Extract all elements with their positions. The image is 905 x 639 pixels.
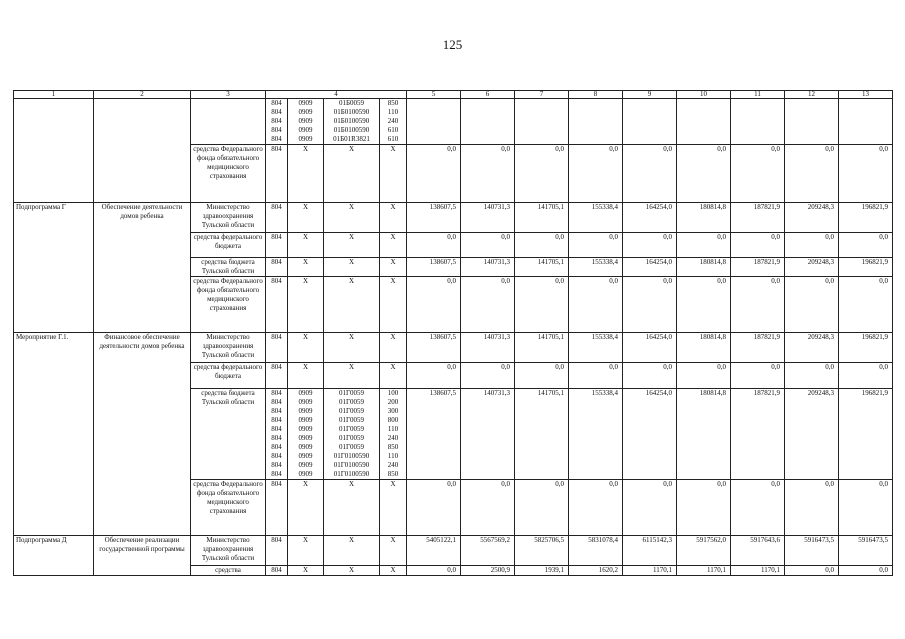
amount-cell: 0,0 <box>515 277 569 333</box>
amount-cell: 5917643,6 <box>731 536 785 566</box>
amount-cell: 5825706,5 <box>515 536 569 566</box>
amount-cell: 209248,3 <box>785 333 839 363</box>
expense-type-cell: X <box>380 145 407 203</box>
funding-source-cell: Министерство здравоохранения Тульской области <box>191 536 266 566</box>
section-code-cell: X <box>288 480 324 536</box>
section-code-cell: X <box>288 566 324 576</box>
amount-cell: 0,0 <box>785 145 839 203</box>
amount-cell: 138607,5 <box>407 333 461 363</box>
amount-cell: 2500,9 <box>461 566 515 576</box>
header-cell: 6 <box>461 91 515 99</box>
amount-cell: 0,0 <box>785 363 839 389</box>
program-description-cell <box>94 233 191 258</box>
program-description-cell: Обеспечение деятельности домов ребенка <box>94 203 191 233</box>
header-row <box>14 91 893 99</box>
grbs-code-cell: 804 804 804 804 804 804 804 804 804 804 <box>266 389 288 480</box>
target-article-cell: 01Б0059 01Б0100590 01Б0100590 01Б0100590 01Б01R3821 <box>324 99 380 145</box>
grbs-code-cell: 804 804 804 804 804 <box>266 99 288 145</box>
amount-cell: 0,0 <box>839 363 893 389</box>
amount-cell: 187821,9 <box>731 258 785 277</box>
amount-cell <box>731 99 785 145</box>
amount-cell <box>407 99 461 145</box>
amount-cell: 0,0 <box>515 480 569 536</box>
amount-cell: 187821,9 <box>731 333 785 363</box>
grbs-code-cell: 804 <box>266 566 288 576</box>
amount-cell <box>461 99 515 145</box>
amount-cell: 0,0 <box>623 363 677 389</box>
grbs-code-cell: 804 <box>266 480 288 536</box>
amount-cell: 0,0 <box>731 480 785 536</box>
grbs-code-cell: 804 <box>266 363 288 389</box>
amount-cell: 155338,4 <box>569 333 623 363</box>
grbs-code-cell: 804 <box>266 333 288 363</box>
program-name-cell: Подпрограмма Г <box>14 203 94 233</box>
amount-cell: 5917562,0 <box>677 536 731 566</box>
section-code-cell: 0909 0909 0909 0909 0909 0909 0909 0909 0909 0909 <box>288 389 324 480</box>
header-cell: 10 <box>677 91 731 99</box>
amount-cell: 141705,1 <box>515 333 569 363</box>
program-name-cell <box>14 277 94 333</box>
amount-cell: 0,0 <box>569 363 623 389</box>
section-code-cell: X <box>288 363 324 389</box>
amount-cell: 209248,3 <box>785 203 839 233</box>
program-description-cell: Обеспечение реализации государственной программы <box>94 536 191 566</box>
expense-type-cell: X <box>380 536 407 566</box>
amount-cell: 164254,0 <box>623 258 677 277</box>
amount-cell <box>515 99 569 145</box>
program-description-cell: Финансовое обеспечение деятельности домов ребенка <box>94 333 191 363</box>
header-cell: 5 <box>407 91 461 99</box>
amount-cell: 196821,9 <box>839 333 893 363</box>
amount-cell: 140731,3 <box>461 203 515 233</box>
amount-cell <box>785 99 839 145</box>
amount-cell: 0,0 <box>407 233 461 258</box>
header-cell: 3 <box>191 91 266 99</box>
amount-cell: 0,0 <box>839 145 893 203</box>
table-row <box>14 333 893 363</box>
amount-cell: 196821,9 <box>839 258 893 277</box>
amount-cell: 209248,3 <box>785 389 839 480</box>
amount-cell: 5916473,5 <box>785 536 839 566</box>
amount-cell: 0,0 <box>839 480 893 536</box>
expense-type-cell: X <box>380 203 407 233</box>
amount-cell: 0,0 <box>407 277 461 333</box>
amount-cell: 0,0 <box>785 480 839 536</box>
amount-cell: 0,0 <box>461 277 515 333</box>
table-row <box>14 258 893 277</box>
amount-cell: 138607,5 <box>407 389 461 480</box>
header-cell: 1 <box>14 91 94 99</box>
funding-source-cell: Министерство здравоохранения Тульской области <box>191 333 266 363</box>
amount-cell: 164254,0 <box>623 203 677 233</box>
section-code-cell: X <box>288 203 324 233</box>
grbs-code-cell: 804 <box>266 258 288 277</box>
program-description-cell <box>94 389 191 480</box>
amount-cell: 1170,1 <box>677 566 731 576</box>
amount-cell: 5405122,1 <box>407 536 461 566</box>
funding-source-cell: средства Федерального фонда обязательного медицинского страхования <box>191 480 266 536</box>
table-row <box>14 536 893 566</box>
program-name-cell <box>14 145 94 203</box>
target-article-cell: X <box>324 258 380 277</box>
amount-cell: 0,0 <box>785 233 839 258</box>
section-code-cell: X <box>288 536 324 566</box>
table-row <box>14 389 893 480</box>
amount-cell: 0,0 <box>839 566 893 576</box>
table-row <box>14 203 893 233</box>
amount-cell: 0,0 <box>785 566 839 576</box>
amount-cell: 1939,1 <box>515 566 569 576</box>
program-description-cell <box>94 480 191 536</box>
expense-type-cell: X <box>380 233 407 258</box>
table-row <box>14 277 893 333</box>
amount-cell: 0,0 <box>569 480 623 536</box>
program-description-cell <box>94 145 191 203</box>
amount-cell: 0,0 <box>515 145 569 203</box>
amount-cell: 0,0 <box>731 277 785 333</box>
target-article-cell: X <box>324 480 380 536</box>
header-cell: 11 <box>731 91 785 99</box>
header-cell: 4 <box>266 91 407 99</box>
header-cell: 8 <box>569 91 623 99</box>
header-cell: 7 <box>515 91 569 99</box>
amount-cell: 180814,8 <box>677 389 731 480</box>
section-code-cell: X <box>288 333 324 363</box>
amount-cell: 0,0 <box>461 145 515 203</box>
amount-cell: 140731,3 <box>461 258 515 277</box>
section-code-cell: X <box>288 258 324 277</box>
amount-cell: 0,0 <box>677 363 731 389</box>
amount-cell: 196821,9 <box>839 389 893 480</box>
amount-cell: 0,0 <box>677 233 731 258</box>
program-description-cell <box>94 258 191 277</box>
amount-cell: 1170,1 <box>731 566 785 576</box>
amount-cell: 0,0 <box>623 480 677 536</box>
funding-source-cell: средства федерального бюджета <box>191 363 266 389</box>
amount-cell <box>839 99 893 145</box>
amount-cell <box>677 99 731 145</box>
program-name-cell: Подпрограмма Д <box>14 536 94 566</box>
program-name-cell <box>14 480 94 536</box>
amount-cell: 0,0 <box>407 145 461 203</box>
table-row <box>14 480 893 536</box>
section-code-cell: 0909 0909 0909 0909 0909 <box>288 99 324 145</box>
grbs-code-cell: 804 <box>266 536 288 566</box>
program-description-cell <box>94 566 191 576</box>
expense-type-cell: 850 110 240 610 610 <box>380 99 407 145</box>
amount-cell: 187821,9 <box>731 389 785 480</box>
table-row <box>14 566 893 576</box>
program-name-cell <box>14 233 94 258</box>
amount-cell: 0,0 <box>461 480 515 536</box>
amount-cell: 0,0 <box>515 233 569 258</box>
amount-cell: 0,0 <box>677 145 731 203</box>
amount-cell: 187821,9 <box>731 203 785 233</box>
program-name-cell <box>14 258 94 277</box>
funding-source-cell: средства бюджета Тульской области <box>191 258 266 277</box>
program-name-cell <box>14 363 94 389</box>
amount-cell: 0,0 <box>677 480 731 536</box>
amount-cell: 5916473,5 <box>839 536 893 566</box>
section-code-cell: X <box>288 277 324 333</box>
target-article-cell: X <box>324 333 380 363</box>
table-row <box>14 99 893 145</box>
amount-cell: 0,0 <box>569 277 623 333</box>
amount-cell: 0,0 <box>407 480 461 536</box>
grbs-code-cell: 804 <box>266 233 288 258</box>
program-name-cell <box>14 566 94 576</box>
target-article-cell: X <box>324 566 380 576</box>
funding-source-cell: Министерство здравоохранения Тульской области <box>191 203 266 233</box>
amount-cell: 0,0 <box>839 277 893 333</box>
amount-cell: 0,0 <box>785 277 839 333</box>
amount-cell: 138607,5 <box>407 203 461 233</box>
amount-cell: 141705,1 <box>515 389 569 480</box>
budget-table <box>13 90 893 576</box>
amount-cell: 0,0 <box>623 145 677 203</box>
amount-cell: 0,0 <box>461 233 515 258</box>
amount-cell: 0,0 <box>515 363 569 389</box>
header-cell: 12 <box>785 91 839 99</box>
target-article-cell: X <box>324 363 380 389</box>
amount-cell: 0,0 <box>407 363 461 389</box>
amount-cell: 6115142,3 <box>623 536 677 566</box>
amount-cell: 0,0 <box>569 145 623 203</box>
amount-cell: 0,0 <box>461 363 515 389</box>
funding-source-cell: средства федерального бюджета <box>191 233 266 258</box>
amount-cell: 0,0 <box>839 233 893 258</box>
expense-type-cell: X <box>380 258 407 277</box>
amount-cell <box>623 99 677 145</box>
expense-type-cell: X <box>380 480 407 536</box>
expense-type-cell: X <box>380 363 407 389</box>
section-code-cell: X <box>288 145 324 203</box>
amount-cell: 155338,4 <box>569 389 623 480</box>
grbs-code-cell: 804 <box>266 203 288 233</box>
amount-cell: 140731,3 <box>461 333 515 363</box>
expense-type-cell: X <box>380 333 407 363</box>
amount-cell: 0,0 <box>731 233 785 258</box>
program-name-cell <box>14 99 94 145</box>
amount-cell: 141705,1 <box>515 203 569 233</box>
program-name-cell: Мероприятие Г.1. <box>14 333 94 363</box>
amount-cell: 209248,3 <box>785 258 839 277</box>
amount-cell: 0,0 <box>677 277 731 333</box>
amount-cell: 0,0 <box>569 233 623 258</box>
amount-cell: 138607,5 <box>407 258 461 277</box>
expense-type-cell: X <box>380 566 407 576</box>
header-cell: 13 <box>839 91 893 99</box>
target-article-cell: X <box>324 145 380 203</box>
program-name-cell <box>14 389 94 480</box>
grbs-code-cell: 804 <box>266 145 288 203</box>
funding-source-cell: средства бюджета Тульской области <box>191 389 266 480</box>
amount-cell: 180814,8 <box>677 333 731 363</box>
page-number: 125 <box>442 37 463 52</box>
amount-cell: 0,0 <box>407 566 461 576</box>
amount-cell: 0,0 <box>623 233 677 258</box>
amount-cell: 0,0 <box>623 277 677 333</box>
target-article-cell: 01Г0059 01Г0059 01Г0059 01Г0059 01Г0059 01Г0059 01Г0059 01Г0100590 01Г0100590 01Г0100590 <box>324 389 380 480</box>
program-description-cell <box>94 99 191 145</box>
amount-cell: 1620,2 <box>569 566 623 576</box>
amount-cell: 180814,8 <box>677 203 731 233</box>
amount-cell: 0,0 <box>731 363 785 389</box>
amount-cell: 0,0 <box>731 145 785 203</box>
target-article-cell: X <box>324 536 380 566</box>
funding-source-cell: средства <box>191 566 266 576</box>
amount-cell: 5567569,2 <box>461 536 515 566</box>
amount-cell: 164254,0 <box>623 389 677 480</box>
amount-cell: 140731,3 <box>461 389 515 480</box>
amount-cell: 155338,4 <box>569 203 623 233</box>
table-row <box>14 363 893 389</box>
amount-cell: 1170,1 <box>623 566 677 576</box>
funding-source-cell: средства Федерального фонда обязательного медицинского страхования <box>191 145 266 203</box>
header-cell: 2 <box>94 91 191 99</box>
funding-source-cell: средства Федерального фонда обязательного медицинского страхования <box>191 277 266 333</box>
amount-cell: 5831078,4 <box>569 536 623 566</box>
amount-cell: 164254,0 <box>623 333 677 363</box>
target-article-cell: X <box>324 203 380 233</box>
grbs-code-cell: 804 <box>266 277 288 333</box>
amount-cell: 180814,8 <box>677 258 731 277</box>
expense-type-cell: X <box>380 277 407 333</box>
target-article-cell: X <box>324 277 380 333</box>
amount-cell: 141705,1 <box>515 258 569 277</box>
header-cell: 9 <box>623 91 677 99</box>
table-row <box>14 233 893 258</box>
program-description-cell <box>94 363 191 389</box>
program-description-cell <box>94 277 191 333</box>
target-article-cell: X <box>324 233 380 258</box>
expense-type-cell: 100 200 300 800 110 240 850 110 240 850 <box>380 389 407 480</box>
amount-cell: 155338,4 <box>569 258 623 277</box>
amount-cell: 196821,9 <box>839 203 893 233</box>
funding-source-cell <box>191 99 266 145</box>
table-row <box>14 145 893 203</box>
amount-cell <box>569 99 623 145</box>
section-code-cell: X <box>288 233 324 258</box>
